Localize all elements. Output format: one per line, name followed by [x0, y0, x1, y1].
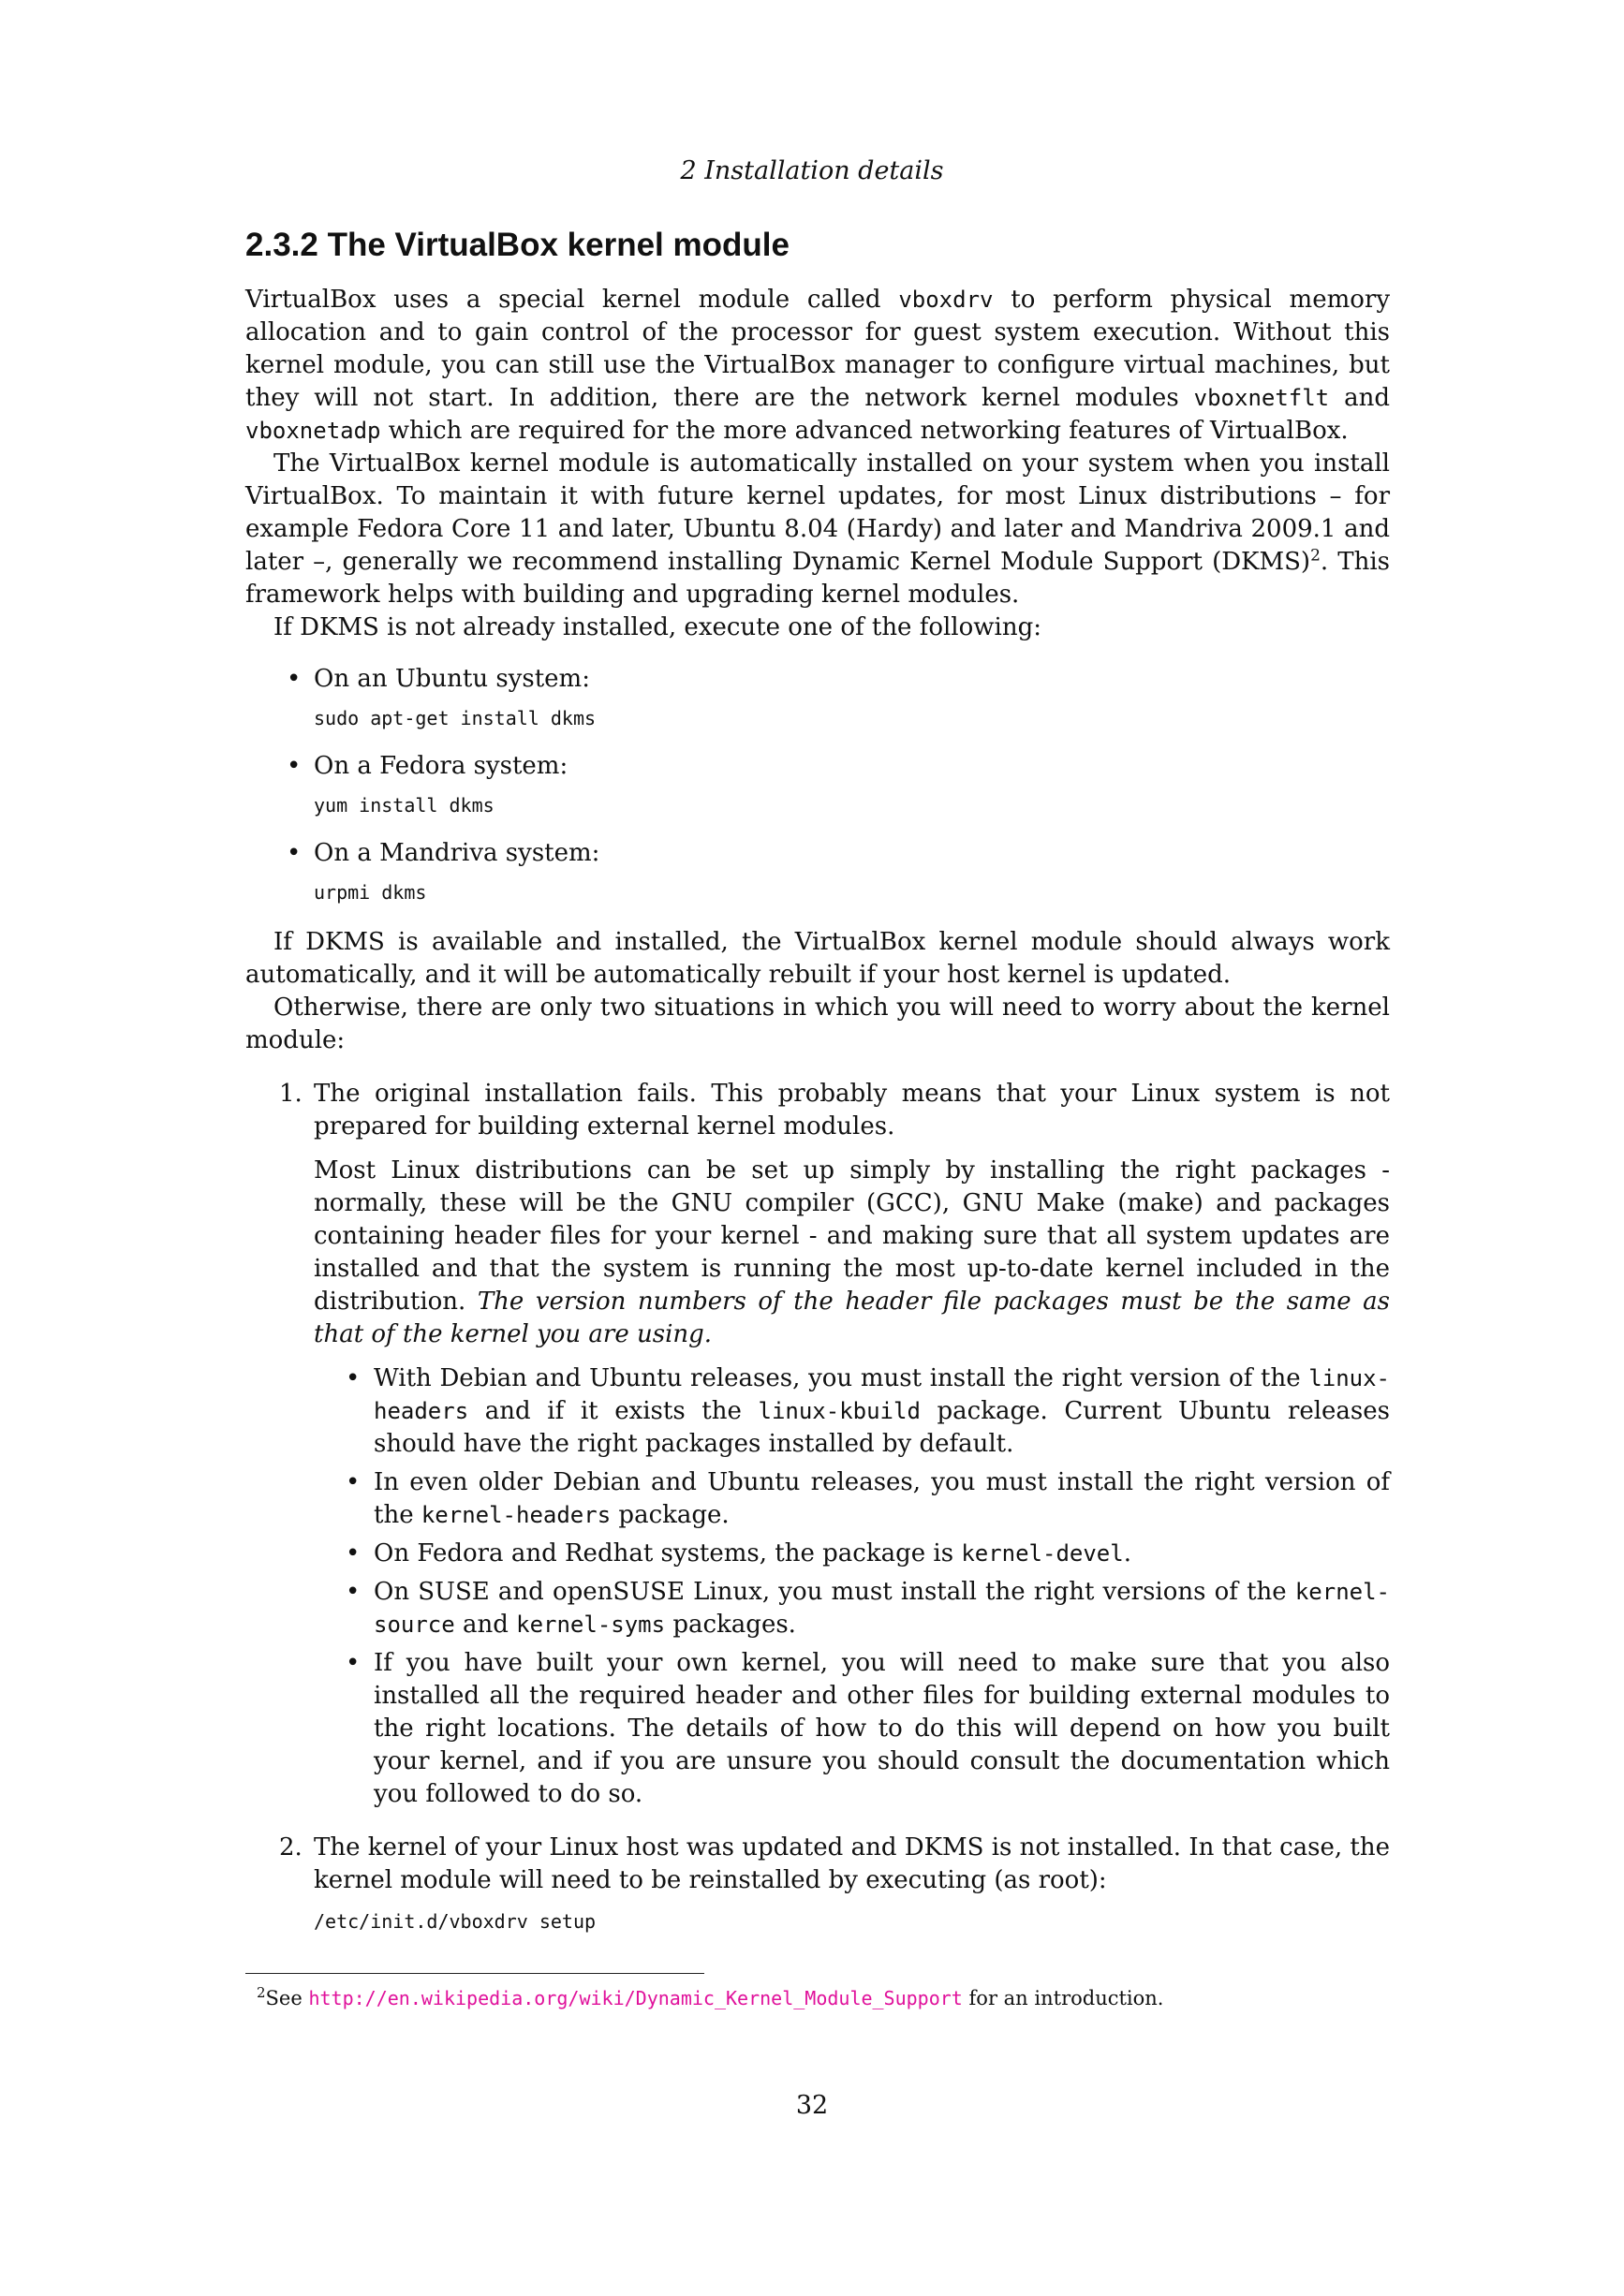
code-command: /etc/init.d/vboxdrv setup: [314, 1910, 597, 1933]
running-header: 2 Installation details: [680, 156, 944, 185]
list-item-label: • On an Ubuntu system:: [314, 665, 590, 693]
text-run: package. Current Ubuntu releases should have the right packages installed by default.: [374, 1397, 1390, 1458]
text-run: In even older Debian and Ubuntu releases, you must install the right version of the: [374, 1468, 1390, 1529]
list-number: 2.: [279, 1833, 303, 1862]
list-item-detail: [314, 1155, 1390, 1351]
list-item-fedora: [245, 750, 1390, 818]
paragraph-install-intro: If DKMS is not already installed, execute one of the following:: [273, 613, 1041, 641]
inline-code: kernel-syms: [516, 1612, 666, 1638]
paragraph-dkms: [245, 448, 1390, 611]
footnote: [257, 1979, 1163, 2012]
text-run: The VirtualBox kernel module is automatically installed on your system when you install VirtualBox. To maintain it with future kernel updates, for most Linux distributions – for example Fedora Core 11 and later, Ubuntu 8.04 (Hardy) and later and Mandriva 2009.1 and later –, generally we recommend installing Dynamic Kernel Module Support (DKMS): [245, 449, 1390, 576]
list-item-debian-ubuntu: [314, 1362, 1390, 1461]
text-run: See: [265, 1987, 309, 2009]
list-item-kernel-updated: [245, 1832, 1390, 1935]
paragraph-otherwise: Otherwise, there are only two situations in which you will need to worry about the kernel module:: [245, 993, 1390, 1054]
inline-code: kernel-source: [374, 1579, 1390, 1638]
text-run: packages.: [665, 1611, 796, 1639]
list-item-text: The original installation fails. This probably means that your Linux system is not prepared for building external kernel modules.: [314, 1080, 1390, 1141]
distribution-list: [314, 1362, 1390, 1811]
list-item-own-kernel: [314, 1647, 1390, 1811]
spacer: [245, 905, 1390, 926]
list-item-suse: [314, 1576, 1390, 1641]
inline-code: vboxdrv: [898, 287, 994, 313]
paragraph-intro: [245, 284, 1390, 448]
inline-code: kernel-devel: [961, 1540, 1124, 1567]
text-run: to perform physical memory allocation and to gain control of the processor for guest system execution. Without this kernel module, you can still use the VirtualBox manager to configure virtual machines, but they will not start. In addition, there are the network kernel modules: [245, 286, 1391, 412]
inline-code: kernel-headers: [421, 1502, 612, 1528]
text-run: . This framework helps with building and upgrading kernel modules.: [245, 548, 1390, 609]
list-item-fedora-redhat: [314, 1538, 1390, 1570]
list-item-install-fails: [245, 1078, 1390, 1811]
footnote-mark: 2: [257, 1984, 266, 2001]
text-run: and if it exists the: [468, 1397, 759, 1425]
inline-code: linux-kbuild: [758, 1398, 921, 1424]
text-run: On SUSE and openSUSE Linux, you must install the right versions of the: [374, 1578, 1295, 1606]
list-item-mandriva: [245, 837, 1390, 905]
inline-code: linux-headers: [374, 1365, 1390, 1424]
code-command: sudo apt-get install dkms: [314, 707, 597, 729]
text-run: If you have built your own kernel, you will need to make sure that you also installed all the required header and other files for building external modules to the right locations. The details of how to do this will depend on how you built your kernel, and if you are unsure you should consult the documentation which you followed to do so.: [374, 1649, 1390, 1808]
text-run: and: [454, 1611, 517, 1639]
page-number: 32: [795, 2091, 829, 2120]
text-run: and: [1329, 384, 1390, 412]
footnote-reference[interactable]: 2: [1310, 546, 1321, 566]
list-item-label: • On a Mandriva system:: [314, 839, 600, 867]
install-options-list: [245, 663, 1390, 905]
text-run: Most Linux distributions can be set up simply by installing the right packages - normally, these will be the GNU compiler (GCC), GNU Make (make) and packages containing header files for your kernel - and making sure that all system updates are installed and that the system is running the most up-to-date kernel included in the distribution.: [314, 1156, 1390, 1316]
text-run: On Fedora and Redhat systems, the package is: [374, 1539, 962, 1567]
section-title: 2.3.2 The VirtualBox kernel module: [245, 227, 790, 263]
text-run: package.: [611, 1501, 730, 1529]
section-body: [245, 284, 1390, 1935]
paragraph-dkms-available: If DKMS is available and installed, the VirtualBox kernel module should always work automatically, and it will be automatically rebuilt if your host kernel is updated.: [245, 928, 1390, 989]
text-run: VirtualBox uses a special kernel module called: [245, 286, 899, 314]
list-item-text: The kernel of your Linux host was updated and DKMS is not installed. In that case, the kernel module will need to be reinstalled by executing (as root):: [314, 1833, 1390, 1894]
code-command: urpmi dkms: [314, 881, 427, 904]
emphasis-text: The version numbers of the header file packages must be the same as that of the kernel you are using.: [314, 1288, 1391, 1348]
text-run: for an introduction.: [962, 1987, 1164, 2009]
list-item-older-debian: [314, 1466, 1390, 1532]
list-number: 1.: [279, 1080, 303, 1108]
list-item-ubuntu: [245, 663, 1390, 731]
footnote-link[interactable]: http://en.wikipedia.org/wiki/Dynamic_Kernel_Module_Support: [308, 1987, 963, 2009]
inline-code: vboxnetadp: [245, 418, 381, 444]
situations-list: [245, 1078, 1390, 1935]
text-run: .: [1123, 1539, 1131, 1567]
text-run: With Debian and Ubuntu releases, you must install the right version of the: [374, 1364, 1309, 1392]
list-item-label: • On a Fedora system:: [314, 752, 568, 780]
text-run: which are required for the more advanced networking features of VirtualBox.: [380, 417, 1349, 445]
footnote-divider: [245, 1973, 704, 1974]
code-command: yum install dkms: [314, 794, 495, 817]
inline-code: vboxnetflt: [1193, 385, 1330, 411]
